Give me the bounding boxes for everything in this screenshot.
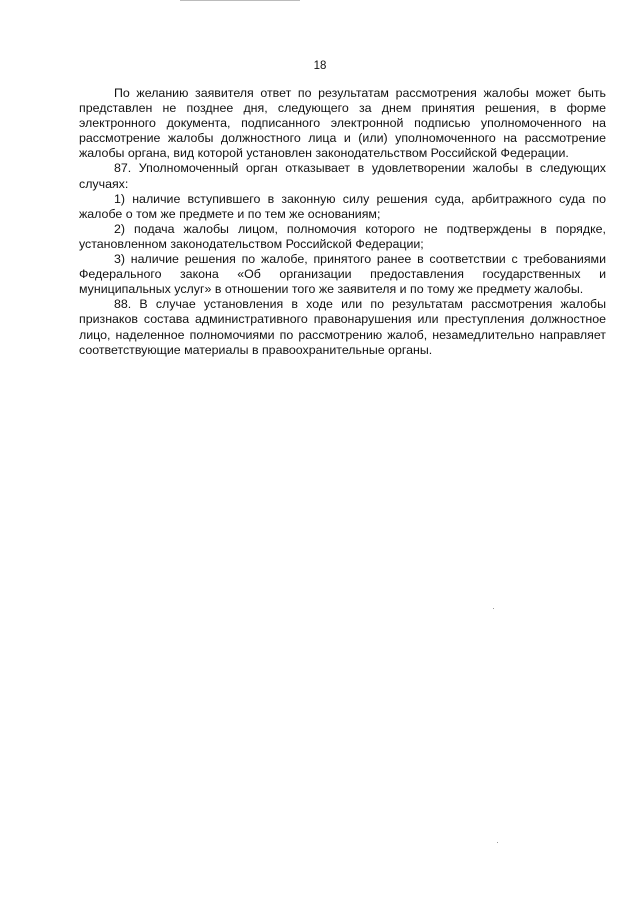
- paragraph-88: 88. В случае установления в ходе или по результатам рассмотрения жалобы признаков состава административного правонарушения или преступления должностное лицо, наделенное полномочиями по рассмотрению жалоб, незамедлительно направляет соответствующие материалы в правоохранительные органы.: [79, 297, 606, 357]
- document-body: [79, 86, 606, 358]
- page-number: 18: [313, 60, 327, 72]
- paragraph-87-item-2: 2) подача жалобы лицом, полномочия которого не подтверждены в порядке, установленном законодательством Российской Федерации;: [79, 221, 606, 251]
- paragraph-87-item-3: 3) наличие решения по жалобе, принятого ранее в соответствии с требованиями Федерального закона «Об организации предоставления государственных и муниципальных услуг» в отношении того же заявителя и по тому же предмету жалобы.: [79, 252, 606, 297]
- paragraph-response-form: По желанию заявителя ответ по результатам рассмотрения жалобы может быть представлен не позднее дня, следующего за днем принятия решения, в форме электронного документа, подписанного электронной подписью уполномоченного на рассмотрение жалобы должностного лица и (или) уполномоченного на рассмотрение жалобы органа, вид которой установлен законодательством Российской Федерации.: [79, 86, 606, 161]
- paragraph-87: 87. Уполномоченный орган отказывает в удовлетворении жалобы в следующих случаях:: [79, 161, 606, 191]
- scan-edge-line: [180, 0, 300, 1]
- paragraph-87-item-1: 1) наличие вступившего в законную силу решения суда, арбитражного суда по жалобе о том же предмете и по тем же основаниям;: [79, 191, 606, 221]
- scan-speck: [493, 608, 494, 609]
- scan-speck: [497, 842, 498, 843]
